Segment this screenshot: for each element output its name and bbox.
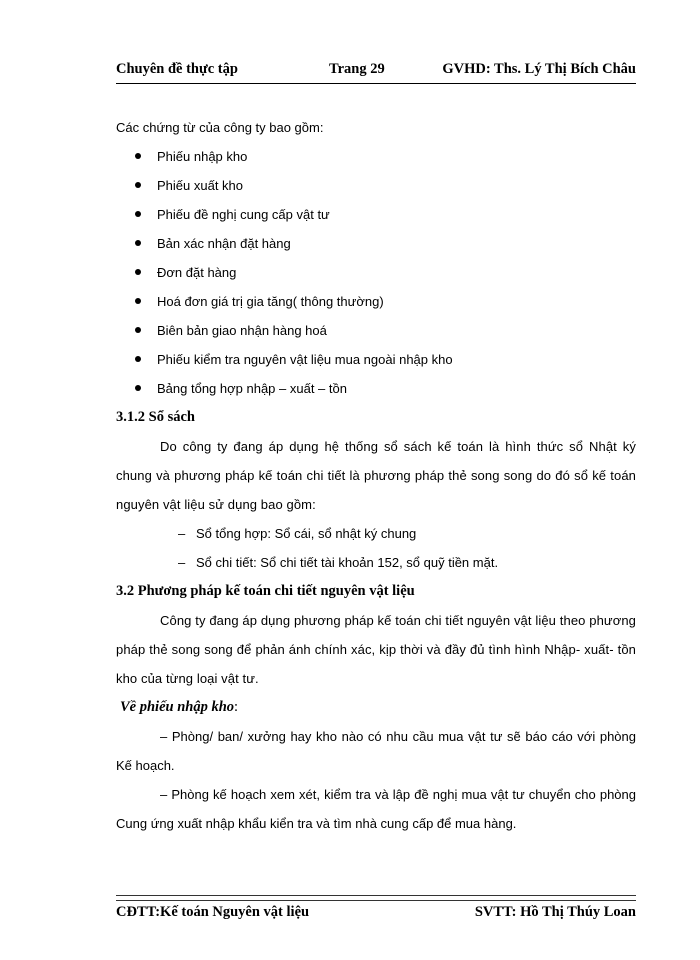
documents-list (116, 142, 636, 403)
subheading-receipt-slip (116, 693, 636, 722)
list-item (116, 287, 636, 316)
header-course-title: Chuyên đề thực tập (116, 61, 238, 77)
dash-marker: – (178, 526, 186, 541)
bullet-icon (135, 385, 141, 391)
list-item-text: Hoá đơn giá trị gia tăng( thông thường) (157, 294, 384, 309)
bullet-icon (135, 327, 141, 333)
list-item (116, 548, 636, 577)
bullet-icon (135, 298, 141, 304)
header-page-number: Trang 29 (329, 61, 385, 77)
list-item-text: Bản xác nhận đặt hàng (157, 236, 291, 251)
list-item (116, 258, 636, 287)
section-3-1-2-paragraph: Do công ty đang áp dụng hệ thống sổ sách kế toán là hình thức sổ Nhật ký chung và phương pháp kế toán chi tiết là phương pháp thẻ song song do đó sổ kế toán nguyên vật liệu sử dụng bao gồm: (116, 439, 636, 512)
ledger-list (116, 519, 636, 577)
list-item (116, 374, 636, 403)
procedure-point: – Phòng kế hoạch xem xét, kiểm tra và lập đề nghị mua vật tư chuyển cho phòng Cung ứng xuất nhập khẩu kiển tra và tìm nhà cung cấp để mua hàng. (116, 787, 636, 831)
section-heading-3-2: 3.2 Phương pháp kế toán chi tiết nguyên vật liệu (116, 583, 415, 599)
bullet-icon (135, 182, 141, 188)
list-item-text: Đơn đặt hàng (157, 265, 237, 280)
list-item (116, 200, 636, 229)
list-item (116, 229, 636, 258)
list-item-text: Sổ tổng hợp: Sổ cái, sổ nhật ký chung (196, 526, 417, 541)
list-item-text: Sổ chi tiết: Sổ chi tiết tài khoản 152, sổ quỹ tiền mặt. (196, 555, 499, 570)
list-item-text: Phiếu nhập kho (157, 149, 248, 164)
subheading-text: Về phiếu nhập kho (120, 699, 235, 715)
page-footer (116, 904, 636, 928)
bullet-icon (135, 269, 141, 275)
list-item (116, 345, 636, 374)
bullet-icon (135, 240, 141, 246)
list-item-text: Phiếu kiểm tra nguyên vật liệu mua ngoài nhập kho (157, 352, 453, 367)
header-supervisor: GVHD: Ths. Lý Thị Bích Châu (442, 61, 636, 77)
bullet-icon (135, 356, 141, 362)
documents-intro: Các chứng từ của công ty bao gồm: (116, 120, 324, 135)
list-item-text: Phiếu xuất kho (157, 178, 244, 193)
list-item (116, 171, 636, 200)
bullet-icon (135, 153, 141, 159)
page-header (116, 61, 636, 85)
list-item (116, 519, 636, 548)
list-item-text: Phiếu đề nghị cung cấp vật tư (157, 207, 330, 222)
procedure-point: – Phòng/ ban/ xưởng hay kho nào có nhu cầu mua vật tư sẽ báo cáo với phòng Kế hoạch. (116, 729, 636, 773)
list-item-text: Biên bản giao nhận hàng hoá (157, 323, 327, 338)
section-heading-3-1-2: 3.1.2 Sổ sách (116, 409, 195, 425)
footer-rule (116, 895, 636, 901)
dash-marker: – (178, 555, 186, 570)
header-rule (116, 83, 636, 84)
footer-topic: CĐTT:Kế toán Nguyên vật liệu (116, 904, 310, 920)
section-3-2-paragraph: Công ty đang áp dụng phương pháp kế toán chi tiết nguyên vật liệu theo phương pháp thẻ song song để phản ánh chính xác, kịp thời và đầy đủ tình hình Nhập- xuất- tồn kho của từng loại vật tư. (116, 613, 636, 686)
page-body (116, 113, 636, 838)
bullet-icon (135, 211, 141, 217)
footer-student: SVTT: Hồ Thị Thúy Loan (474, 904, 636, 920)
list-item-text: Bảng tổng hợp nhập – xuất – tồn (157, 381, 347, 396)
subheading-colon: : (234, 699, 239, 715)
list-item (116, 316, 636, 345)
list-item (116, 142, 636, 171)
